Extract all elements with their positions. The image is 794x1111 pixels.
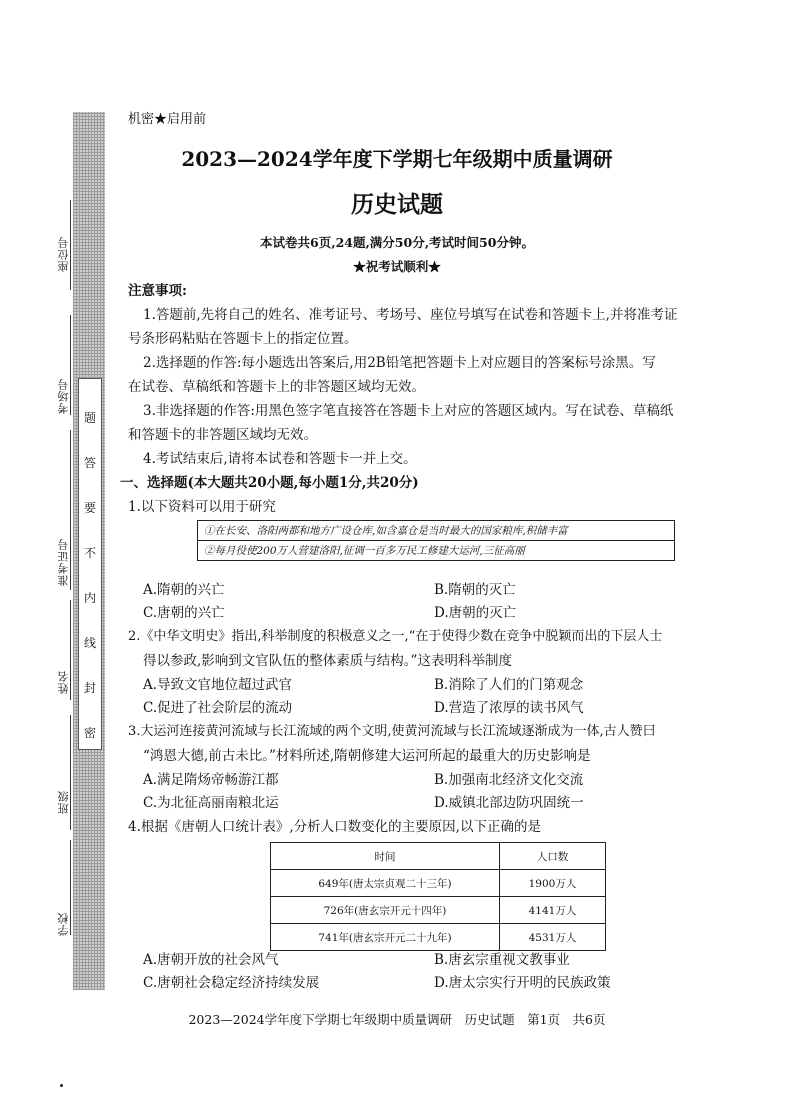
seal-char: 不 — [83, 546, 96, 560]
section-heading: 一、选择题(本大题共20小题,每小题1分,共20分) — [120, 475, 419, 491]
table-cell-time: 649年(唐太宗贞观二十三年) — [271, 870, 500, 897]
table-row — [271, 897, 606, 924]
q2-stem: 2.《中华文明史》指出,科举制度的积极意义之一,“在于使得少数在竞争中脱颖而出的下层人士 — [128, 629, 663, 644]
q4-option-a: A.唐朝开放的社会风气 — [143, 952, 279, 968]
ticket-label: 准考证号 — [57, 538, 70, 586]
q2-option-d: D.营造了浓厚的读书风气 — [434, 700, 584, 716]
class-label: 班级 — [57, 790, 70, 814]
q1-option-d: D.唐朝的灭亡 — [434, 605, 517, 621]
q2-option-a: A.导致文官地位超过武官 — [143, 677, 293, 693]
good-luck: ★祝考试顺利★ — [353, 259, 441, 274]
note-line: 1.答题前,先将自己的姓名、准考证号、考场号、座位号填写在试卷和答题卡上,并将准考证 — [143, 307, 678, 323]
note-line: 在试卷、草稿纸和答题卡上的非答题区域均无效。 — [128, 379, 425, 395]
notes-heading: 注意事项: — [128, 283, 187, 299]
name-label: 姓名 — [57, 670, 70, 694]
q4-option-c: C.唐朝社会稳定经济持续发展 — [143, 975, 320, 991]
exam-info: 本试卷共6页,24题,满分50分,考试时间50分钟。 — [260, 235, 534, 250]
note-line: 3.非选择题的作答:用黑色签字笔直接答在答题卡上对应的答题区域内。写在试卷、草稿纸 — [143, 403, 674, 419]
table-cell-population: 4531万人 — [500, 924, 606, 951]
note-line: 4.考试结束后,请将本试卷和答题卡一并上交。 — [143, 451, 417, 467]
q4-option-d: D.唐太宗实行开明的民族政策 — [434, 975, 611, 991]
q3-option-b: B.加强南北经济文化交流 — [434, 772, 584, 788]
q3-option-c: C.为北征高丽南粮北运 — [143, 795, 279, 811]
q4-option-b: B.唐玄宗重视文教事业 — [434, 952, 570, 968]
q3-option-d: D.威镇北部边防巩固统一 — [434, 795, 584, 811]
seal-char: 封 — [83, 681, 96, 695]
seal-char: 密 — [83, 726, 96, 740]
note-line: 号条形码粘贴在答题卡上的指定位置。 — [128, 331, 358, 347]
q1-option-c: C.唐朝的兴亡 — [143, 605, 225, 621]
exam-title: 2023—2024学年度下学期七年级期中质量调研 — [181, 147, 613, 171]
q1-source-table — [197, 520, 675, 561]
note-line: 和答题卡的非答题区域均无效。 — [128, 427, 317, 443]
q1-stem: 1.以下资料可以用于研究 — [128, 499, 276, 515]
q1-source-2: ②每月役使200万人营建洛阳,征调一百多万民工修建大运河,三征高丽 — [198, 541, 675, 561]
room-label: 考场号 — [57, 378, 70, 414]
table-row — [271, 924, 606, 951]
q3-stem: 3.大运河连接黄河流域与长江流域的两个文明,使黄河流域与长江流域逐渐成为一体,古人赞曰 — [128, 724, 656, 739]
q2-stem-cont: 得以参政,影响到文官队伍的整体素质与结构。”这表明科举制度 — [143, 653, 512, 669]
q3-stem-cont: “鸿恩大德,前古未比。”材料所述,隋朝修建大运河所起的最重大的历史影响是 — [143, 748, 591, 764]
page-footer: 2023—2024学年度下学期七年级期中质量调研 历史试题 第1页 共6页 — [188, 1012, 606, 1027]
q1-source-1: ①在长安、洛阳两都和地方广设仓库,如含嘉仓是当时最大的国家粮库,积储丰富 — [198, 521, 675, 541]
seal-line-box — [78, 378, 102, 750]
seal-char: 题 — [83, 411, 96, 425]
q3-option-a: A.满足隋炀帝畅游江都 — [143, 772, 279, 788]
confidential-mark: 机密★启用前 — [128, 112, 207, 127]
q1-option-a: A.隋朝的兴亡 — [143, 582, 225, 598]
table-cell-time: 726年(唐玄宗开元十四年) — [271, 897, 500, 924]
seal-char: 内 — [83, 591, 96, 605]
table-header-time: 时间 — [271, 843, 500, 870]
population-table — [270, 842, 606, 951]
table-cell-time: 741年(唐玄宗开元二十九年) — [271, 924, 500, 951]
subject-title: 历史试题 — [351, 191, 443, 218]
table-header-population: 人口数 — [500, 843, 606, 870]
table-row — [271, 870, 606, 897]
seal-char: 答 — [83, 456, 96, 470]
q1-option-b: B.隋朝的灭亡 — [434, 582, 516, 598]
seal-char: 线 — [83, 636, 96, 650]
table-cell-population: 4141万人 — [500, 897, 606, 924]
seat-label: 座位号 — [57, 236, 70, 272]
note-line: 2.选择题的作答:每小题选出答案后,用2B铅笔把答题卡上对应题目的答案标号涂黑。写 — [143, 355, 656, 371]
q2-option-c: C.促进了社会阶层的流动 — [143, 700, 293, 716]
q2-option-b: B.消除了人们的门第观念 — [434, 677, 584, 693]
seal-char: 要 — [83, 501, 96, 515]
table-cell-population: 1900万人 — [500, 870, 606, 897]
scan-dot — [60, 1084, 63, 1087]
q4-stem: 4.根据《唐朝人口统计表》,分析人口数变化的主要原因,以下正确的是 — [128, 819, 541, 835]
school-label: 学校 — [57, 912, 70, 936]
